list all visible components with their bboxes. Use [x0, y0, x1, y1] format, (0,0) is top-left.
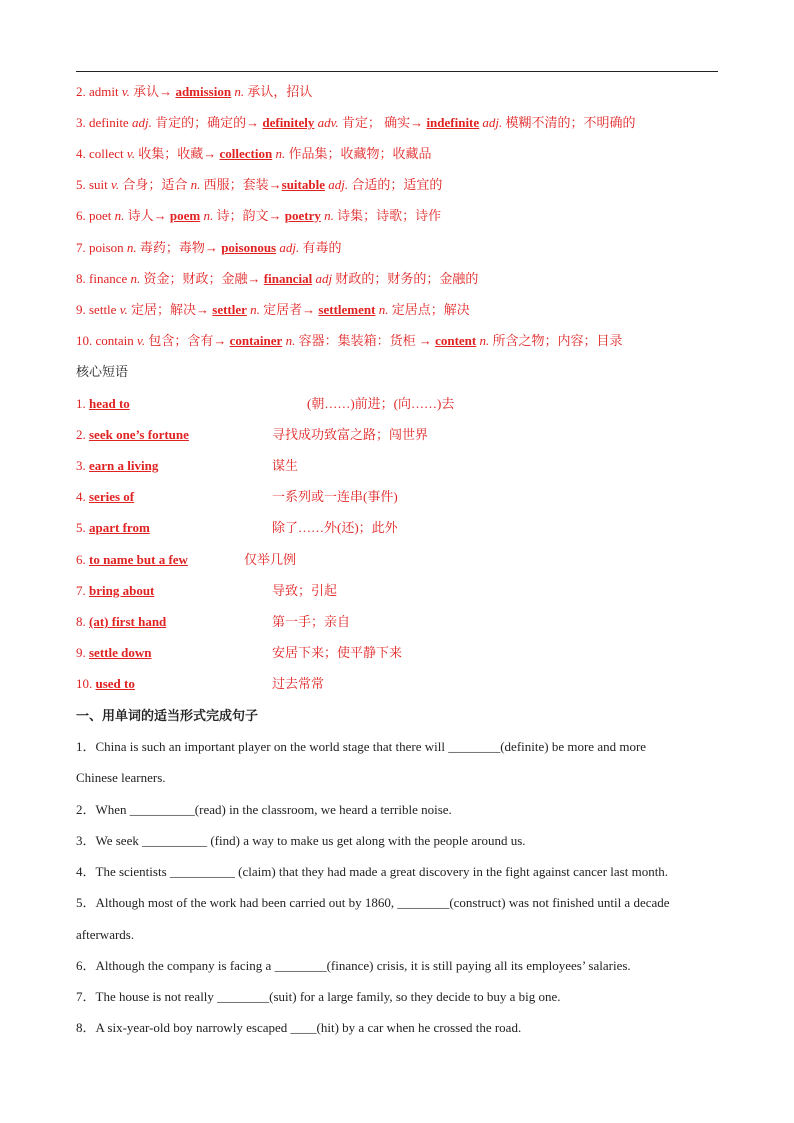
vocab-derived-word: suitable — [281, 177, 325, 192]
phrase-heading: 核心短语 — [76, 364, 129, 379]
vocab-entry — [76, 302, 470, 318]
vocab-text: 肯定的；确定的→ — [151, 115, 263, 130]
vocab-text: 西服；套装→ — [200, 177, 282, 192]
vocab-entry — [76, 84, 312, 100]
vocab-text: 4. collect — [76, 146, 127, 161]
vocab-text: 财政的；财务的；金融的 — [332, 271, 479, 286]
vocab-text: adj. — [479, 115, 503, 130]
vocab-text: 定居点；解决 — [388, 302, 470, 317]
header-rule — [76, 71, 718, 72]
vocab-entry — [76, 271, 478, 287]
vocab-text: 合适的；适宜的 — [348, 177, 443, 192]
vocab-text: n. — [190, 177, 201, 192]
vocab-text: 承认→ — [129, 84, 176, 99]
phrase-english: used to — [95, 676, 135, 691]
phrase-chinese: 导致；引起 — [272, 583, 338, 598]
vocab-entry — [76, 177, 442, 193]
question-line: 7．The house is not really ________(suit) for a large family, so they decide to buy a big one. — [76, 989, 561, 1004]
phrase-chinese: 仅举几例 — [244, 552, 297, 567]
phrase-chinese: 谋生 — [272, 458, 299, 473]
phrase-number: 9. — [76, 645, 89, 660]
phrase-chinese: 寻找成功致富之路；闯世界 — [272, 427, 429, 442]
vocab-entry — [76, 240, 342, 256]
phrase-entry — [76, 396, 130, 412]
phrase-chinese: 安居下来；使平静下来 — [272, 645, 403, 660]
vocab-derived-word: collection — [219, 146, 273, 161]
vocab-text: adj. — [131, 115, 152, 130]
vocab-text: 有毒的 — [299, 240, 342, 255]
vocab-derived-word: financial — [263, 271, 313, 286]
vocab-text: 5. suit — [76, 177, 112, 192]
vocab-derived-word: poem — [169, 208, 201, 223]
vocab-derived-word: definitely — [262, 115, 315, 130]
phrase-entry — [76, 645, 151, 661]
phrase-chinese: 除了……外(还)；此外 — [272, 520, 398, 535]
phrase-number: 5. — [76, 520, 89, 535]
phrase-number: 6. — [76, 552, 89, 567]
vocab-text: 诗；韵文→ — [213, 208, 285, 223]
vocab-text: n. — [114, 208, 125, 223]
phrase-chinese: 第一手；亲自 — [272, 614, 351, 629]
vocab-entry — [76, 115, 636, 131]
question-line: Chinese learners. — [76, 770, 166, 785]
vocab-text: 肯定； 确实→ — [338, 115, 427, 130]
vocab-entry — [76, 333, 623, 349]
vocab-text: 承认，招认 — [244, 84, 313, 99]
vocab-text: 合身；适合 — [119, 177, 191, 192]
phrase-english: to name but a few — [89, 552, 188, 567]
vocab-text: 作品集；收藏物；收藏品 — [285, 146, 432, 161]
vocab-text: 模糊不清的；不明确的 — [502, 115, 636, 130]
question-line: 8．A six-year-old boy narrowly escaped ____(hit) by a car when he crossed the road. — [76, 1020, 522, 1035]
question-line: 4．The scientists __________ (claim) that they had made a great discovery in the fight against cancer last month. — [76, 864, 669, 879]
vocab-text: adj. — [324, 177, 349, 192]
phrase-entry — [76, 427, 189, 443]
phrase-entry — [76, 583, 154, 599]
vocab-derived-word: container — [229, 333, 283, 348]
vocab-text: 定居；解决→ — [127, 302, 213, 317]
phrase-number: 4. — [76, 489, 89, 504]
phrase-english: (at) first hand — [89, 614, 167, 629]
vocab-derived-word: settlement — [318, 302, 376, 317]
phrase-number: 2. — [76, 427, 89, 442]
phrase-number: 1. — [76, 396, 89, 411]
vocab-text: n. — [126, 240, 137, 255]
vocab-text: 包含；含有→ — [145, 333, 230, 348]
phrase-english: seek one’s fortune — [89, 427, 189, 442]
phrase-english: settle down — [89, 645, 152, 660]
vocab-text: 容器：集装箱：货柜 → — [295, 333, 436, 348]
phrase-entry — [76, 489, 134, 505]
vocab-text: v. — [137, 333, 146, 348]
question-line: 5．Although most of the work had been carried out by 1860, ________(construct) was not finished until a decade — [76, 895, 670, 910]
phrase-entry — [76, 458, 158, 474]
vocab-text: n. — [231, 84, 245, 99]
question-line: afterwards. — [76, 927, 135, 942]
vocab-derived-word: admission — [175, 84, 232, 99]
vocab-text: 6. poet — [76, 208, 115, 223]
vocab-text: v. — [126, 146, 135, 161]
phrase-chinese: (朝……)前进；(向……)去 — [307, 396, 455, 411]
vocab-text: v. — [121, 84, 130, 99]
phrase-number: 3. — [76, 458, 89, 473]
phrase-english: series of — [89, 489, 135, 504]
vocab-text: 10. contain — [76, 333, 138, 348]
phrase-number: 7. — [76, 583, 89, 598]
vocab-derived-word: poisonous — [221, 240, 277, 255]
vocab-derived-word: settler — [212, 302, 247, 317]
vocab-text: adj. — [276, 240, 300, 255]
vocab-derived-word: poetry — [284, 208, 321, 223]
vocab-text: 毒药；毒物→ — [136, 240, 222, 255]
vocab-text: n. — [282, 333, 296, 348]
vocab-text: 所含之物；内容；目录 — [489, 333, 623, 348]
vocab-text: 3. definite — [76, 115, 132, 130]
vocab-text: adj — [312, 271, 333, 286]
vocab-derived-word: content — [435, 333, 477, 348]
vocab-text: n. — [476, 333, 490, 348]
phrase-entry — [76, 614, 166, 630]
phrase-chinese: 过去常常 — [272, 676, 325, 691]
vocab-entry — [76, 146, 431, 162]
vocab-text: 8. finance — [76, 271, 131, 286]
vocab-text: 7. poison — [76, 240, 127, 255]
vocab-text: v. — [111, 177, 120, 192]
phrase-entry — [76, 520, 150, 536]
vocab-text: n. — [130, 271, 141, 286]
vocab-text: 资金；财政；金融→ — [140, 271, 264, 286]
phrase-number: 10. — [76, 676, 96, 691]
phrase-number: 8. — [76, 614, 89, 629]
phrase-english: bring about — [89, 583, 155, 598]
vocab-text: 诗集；诗歌；诗作 — [333, 208, 442, 223]
phrase-english: earn a living — [89, 458, 159, 473]
vocab-derived-word: indefinite — [426, 115, 480, 130]
vocab-text: 9. settle — [76, 302, 120, 317]
question-line: 3．We seek __________ (find) a way to make us get along with the people around us. — [76, 833, 526, 848]
phrase-entry — [76, 676, 135, 692]
vocab-text: n. — [272, 146, 286, 161]
phrase-entry — [76, 552, 188, 568]
vocab-text: n. — [320, 208, 334, 223]
vocab-text: n. — [200, 208, 214, 223]
phrase-chinese: 一系列或一连串(事件) — [272, 489, 398, 504]
question-line: 2．When __________(read) in the classroom, we heard a terrible noise. — [76, 802, 452, 817]
vocab-text: 诗人→ — [124, 208, 170, 223]
vocab-text: n. — [375, 302, 389, 317]
vocab-text: v. — [119, 302, 128, 317]
vocab-entry — [76, 208, 441, 224]
vocab-text: n. — [246, 302, 260, 317]
phrase-english: head to — [89, 396, 130, 411]
vocab-text: 收集；收藏→ — [134, 146, 220, 161]
phrase-english: apart from — [89, 520, 150, 535]
exercise-heading: 一、用单词的适当形式完成句子 — [76, 708, 259, 723]
question-line: 6．Although the company is facing a ________(finance) crisis, it is still paying all its employees’ salaries. — [76, 958, 631, 973]
vocab-text: 定居者→ — [259, 302, 319, 317]
vocab-text: 2. admit — [76, 84, 122, 99]
question-line: 1．China is such an important player on the world stage that there will ________(definite) be more and more — [76, 739, 647, 754]
vocab-text: adv. — [314, 115, 339, 130]
